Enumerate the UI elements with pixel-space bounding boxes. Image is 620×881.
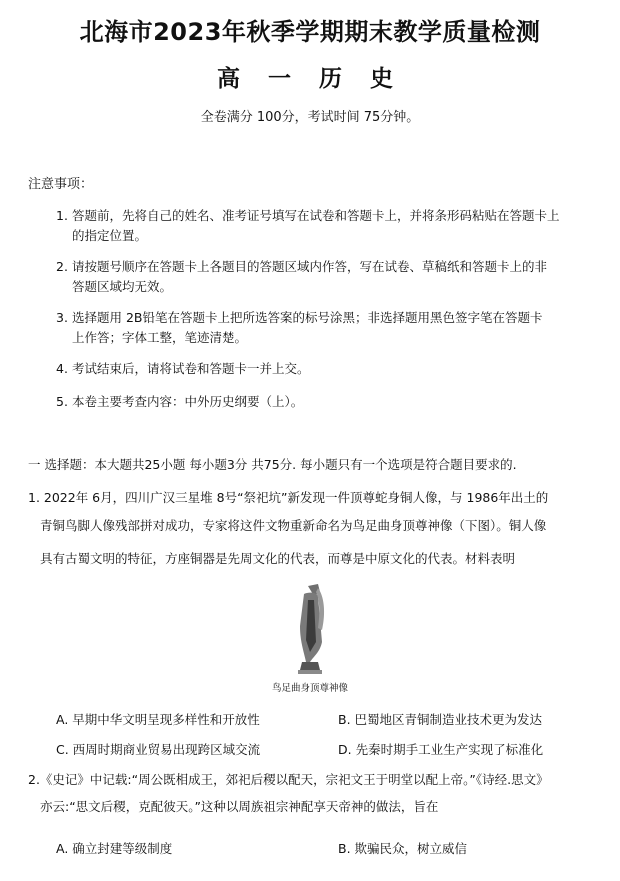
question-1-option-b[interactable]: B. 巴蜀地区青铜制造业技术更为发达: [338, 712, 543, 727]
question-1-text: 具有古蜀文明的特征，方座铜器是先周文化的代表，而尊是中原文化的代表。材料表明: [40, 551, 516, 566]
notice-item-text: 考试结束后，请将试卷和答题卡一并上交。: [72, 361, 310, 376]
notice-item-number: 3.: [56, 310, 68, 325]
question-2-option-b[interactable]: B. 欺骗民众，树立威信: [338, 841, 468, 856]
notice-item-text: 答题前，先将自己的姓名、准考证号填写在试卷和答题卡上，并将条形码粘贴在答题卡上: [72, 208, 560, 223]
notice-item: [56, 308, 596, 348]
notice-item: [56, 257, 596, 297]
notice-item: [56, 359, 596, 379]
notice-item-text-cont: 上作答；字体工整，笔迹清楚。: [72, 330, 248, 345]
notice-item-text: 选择题用 2B铅笔在答题卡上把所选答案的标号涂黑；非选择题用黑色签字笔在答题卡: [72, 310, 543, 325]
notice-item-text: 本卷主要考查内容：中外历史纲要（上）。: [72, 394, 304, 409]
notice-item-text-cont: 的指定位置。: [72, 228, 148, 243]
question-1-text: 1. 2022年 6月，四川广汉三星堆 8号“祭祀坑”新发现一件顶尊蛇身铜人像，与 1986年出土的: [28, 490, 549, 505]
exam-meta: 全卷满分 100分，考试时间 75分钟。: [200, 110, 420, 125]
question-1-option-c[interactable]: C. 西周时期商业贸易出现跨区域交流: [56, 742, 261, 757]
notice-item-number: 2.: [56, 259, 68, 274]
question-2-option-a[interactable]: A. 确立封建等级制度: [56, 841, 173, 856]
question-1-option-a[interactable]: A. 早期中华文明呈现多样性和开放性: [56, 712, 260, 727]
question-1-option-d[interactable]: D. 先秦时期手工业生产实现了标准化: [338, 742, 544, 757]
section-heading: 一 选择题：本大题共25小题 每小题3分 共75分. 每小题只有一个选项是符合题目要求的.: [28, 457, 517, 472]
notice-title: 注意事项：: [28, 177, 94, 192]
notice-item-number: 5.: [56, 394, 68, 409]
notice-item: [56, 392, 596, 412]
question-2-text: 亦云:“思文后稷，克配彼天。”这种以周族祖宗神配享天帝神的做法，旨在: [40, 799, 439, 814]
notice-item-text: 请按题号顺序在答题卡上各题目的答题区域内作答，写在试卷、草稿纸和答题卡上的非: [72, 259, 548, 274]
bronze-statue-figure: [278, 582, 342, 678]
notice-item-number: 4.: [56, 361, 68, 376]
notice-item-number: 1.: [56, 208, 68, 223]
question-1-text: 青铜鸟脚人像残部拼对成功，专家将这件文物重新命名为鸟足曲身顶尊神像（下图）。铜人像: [40, 518, 547, 533]
question-2-text: 2.《史记》中记载:“周公既相成王，郊祀后稷以配天，宗祀文王于明堂以配上帝。”《诗经.思文》: [28, 772, 549, 787]
notice-item: [56, 206, 596, 246]
notice-item-text-cont: 答题区域均无效。: [72, 279, 173, 294]
exam-subject: 高 一 历 史: [216, 66, 404, 92]
figure-caption: 鸟足曲身顶尊神像: [271, 683, 348, 694]
exam-title: 北海市2023年秋季学期期末教学质量检测: [79, 18, 541, 46]
